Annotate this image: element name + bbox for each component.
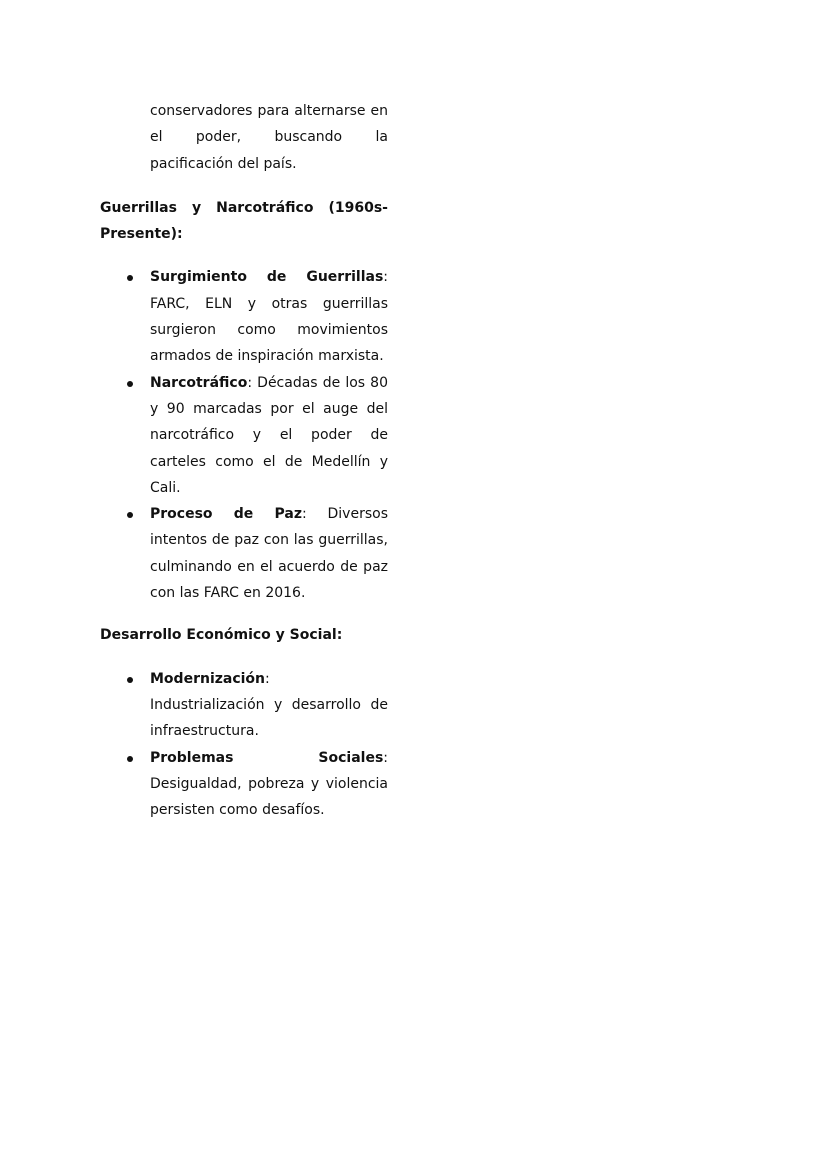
section-heading-desarrollo: Desarrollo Económico y Social:: [100, 627, 343, 644]
section-heading-guerrillas: Guerrillas y Narcotráfico (1960s-Presente):: [100, 199, 388, 243]
item-text: : Industrialización y desarrollo de infraestructura.: [150, 670, 388, 740]
item-term: Modernización: [150, 670, 266, 687]
list-item: [100, 501, 388, 606]
list-item: [100, 264, 388, 369]
document-body: [100, 98, 388, 823]
desarrollo-list: [100, 666, 388, 824]
list-item: [100, 370, 388, 501]
bullet-icon: [127, 381, 133, 387]
guerrillas-list: [100, 264, 388, 606]
item-text: : Diversos intentos de paz con las guerrillas, culminando en el acuerdo de paz con las FARC en 2016.: [150, 506, 388, 602]
item-text: : Décadas de los 80 y 90 marcadas por el auge del narcotráfico y el poder de carteles como el de Medellín y Cali.: [150, 374, 388, 496]
item-text: : Desigualdad, pobreza y violencia persisten como desafíos.: [150, 749, 388, 819]
list-item: [100, 666, 388, 745]
item-term: Narcotráfico: [150, 374, 248, 391]
item-term: Proceso de Paz: [150, 506, 302, 523]
intro-continuation: conservadores para alternarse en el poder, buscando la pacificación del país.: [150, 103, 388, 172]
bullet-icon: [127, 512, 133, 518]
bullet-icon: [127, 756, 133, 762]
item-term: Surgimiento de Guerrillas: [150, 269, 384, 286]
bullet-icon: [127, 677, 133, 683]
bullet-icon: [127, 275, 133, 281]
item-text: : FARC, ELN y otras guerrillas surgieron como movimientos armados de inspiración marxista.: [150, 269, 388, 365]
list-item: [100, 745, 388, 824]
item-term: Problemas Sociales: [150, 749, 384, 766]
